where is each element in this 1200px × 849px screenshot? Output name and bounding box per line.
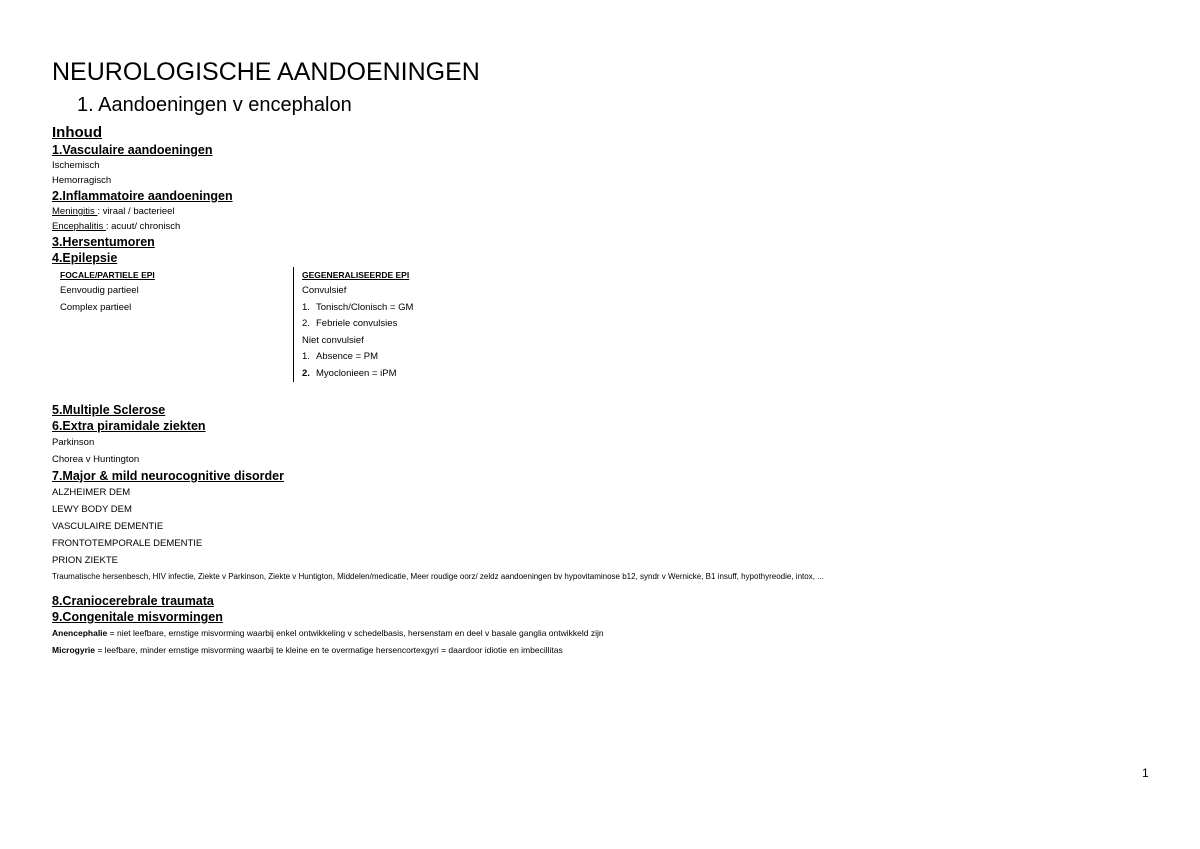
list-item <box>302 349 602 366</box>
item-number: 1. <box>302 301 310 313</box>
section-2-title: 2.Inflammatoire aandoeningen <box>52 189 233 203</box>
list-item: ALZHEIMER DEM <box>52 487 131 498</box>
list-item: Eenvoudig partieel <box>60 285 139 296</box>
section-8-title: 8.Craniocerebrale traumata <box>52 594 214 608</box>
list-item <box>302 316 602 333</box>
epilepsy-table <box>52 267 1152 382</box>
anencephalie-text: = niet leefbare, ernstige misvorming waarbij enkel ontwikkeling v schedelbasis, hersenstam en deel v basale ganglia ontwikkeld zijn <box>107 628 604 638</box>
microgyrie-label: Microgyrie <box>52 645 95 655</box>
list-item <box>302 366 602 383</box>
list-item: Chorea v Huntington <box>52 454 140 465</box>
spacer <box>52 585 1152 593</box>
list-item <box>302 300 602 317</box>
item-text: Febriele convulsies <box>316 318 398 329</box>
anencephalie-label: Anencephalie <box>52 628 108 638</box>
meningitis-label: Meningitis <box>52 206 98 217</box>
item-number: 2. <box>302 367 310 379</box>
meningitis-text: : viraal / bacterieel <box>97 206 175 217</box>
section-6-title: 6.Extra piramidale ziekten <box>52 419 206 433</box>
focal-column <box>52 267 293 382</box>
list-item: VASCULAIRE DEMENTIE <box>52 521 164 532</box>
list-item: Hemorragisch <box>52 175 112 186</box>
section-1-title: 1.Vasculaire aandoeningen <box>52 143 213 157</box>
generalized-column <box>293 267 602 382</box>
list-item: PRION ZIEKTE <box>52 555 118 566</box>
section-9-title: 9.Congenitale misvormingen <box>52 610 223 624</box>
page-number: 1 <box>1142 766 1149 780</box>
document-title: NEUROLOGISCHE AANDOENINGEN <box>52 58 480 86</box>
item-text: Myoclonieen = iPM <box>316 367 397 379</box>
convulsive-label: Convulsief <box>302 285 347 296</box>
list-item <box>52 625 1152 642</box>
non-convulsive-label: Niet convulsief <box>302 334 364 346</box>
microgyrie-text: = leefbare, minder ernstige misvorming waarbij te kleine en te overmatige hersencortexgyri = daardoor idiotie en imbecillitas <box>95 645 563 655</box>
document-page <box>52 56 1152 659</box>
encephalitis-label: Encephalitis <box>52 221 106 232</box>
encephalitis-text: : acuut/ chronisch <box>105 221 181 232</box>
generalized-header: GEGENERALISEERDE EPI <box>302 270 410 280</box>
item-text: Tonisch/Clonisch = GM <box>316 301 414 313</box>
list-item: LEWY BODY DEM <box>52 504 132 515</box>
section-3-title: 3.Hersentumoren <box>52 235 155 249</box>
spacer <box>52 382 1152 402</box>
section-5-title: 5.Multiple Sclerose <box>52 403 166 417</box>
section-4-title: 4.Epilepsie <box>52 251 118 265</box>
item-text: Absence = PM <box>316 351 379 362</box>
list-item: Traumatische hersenbesch, HIV infectie, Ziekte v Parkinson, Ziekte v Huntigton, Middelen/medicatie, Meer roudige oorz/ zeldz aandoeningen bv hypovitaminose b12, syndr v Wernicke, B1 insuff, hypothyreodie, intox, ... <box>52 572 824 581</box>
focal-header: FOCALE/PARTIELE EPI <box>60 270 155 280</box>
list-item: Complex partieel <box>60 301 132 313</box>
item-number: 1. <box>302 351 310 362</box>
list-item <box>52 204 1152 219</box>
section-7-title: 7.Major & mild neurocognitive disorder <box>52 469 284 483</box>
contents-heading: Inhoud <box>52 124 102 141</box>
list-item: Parkinson <box>52 437 95 448</box>
item-number: 2. <box>302 318 310 329</box>
list-item <box>52 219 1152 234</box>
list-item: Ischemisch <box>52 160 100 171</box>
document-subtitle: 1. Aandoeningen v encephalon <box>77 94 352 116</box>
list-item <box>52 642 1152 659</box>
list-item: FRONTOTEMPORALE DEMENTIE <box>52 538 203 549</box>
